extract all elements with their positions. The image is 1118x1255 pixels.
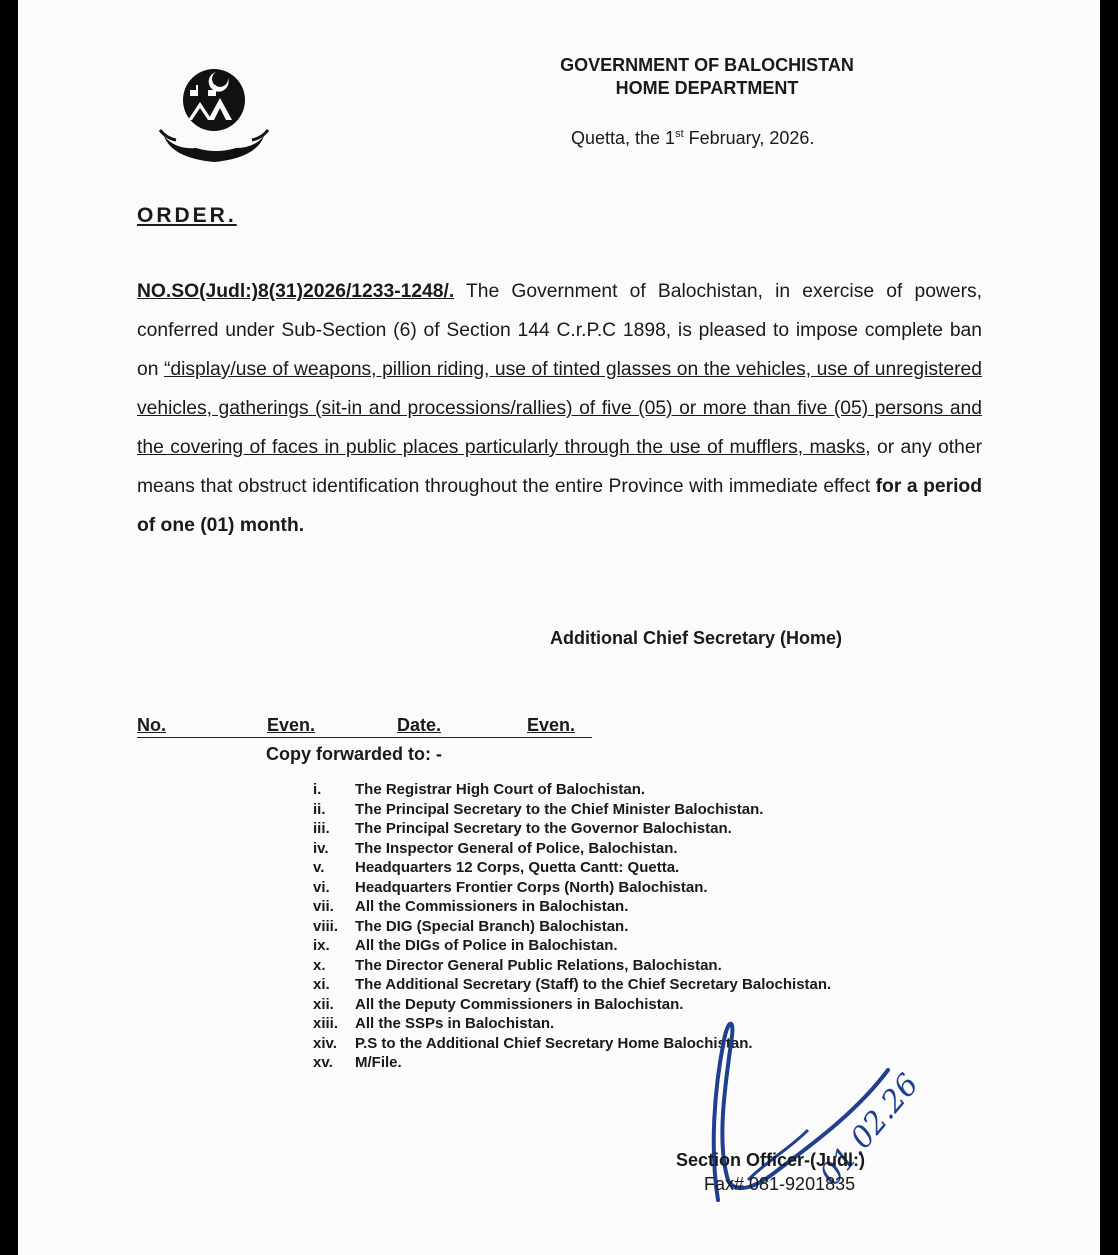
government-title: GOVERNMENT OF BALOCHISTAN <box>560 55 854 75</box>
recipient-text: The Director General Public Relations, Balochistan. <box>355 956 722 974</box>
recipient-number: viii. <box>313 917 339 935</box>
recipient-number: x. <box>313 956 326 974</box>
recipient-text: Headquarters 12 Corps, Quetta Cantt: Quetta. <box>355 859 680 876</box>
dateline <box>571 128 814 149</box>
ban-items-text: “display/use of weapons, pillion riding, use of tinted glasses on the vehicles, use of unregistered vehicles, gatherings (sit-in and processions/rallies) of five (05) or more than five (05) persons and the covering of faces in public places particularly through the use of mufflers, masks <box>137 359 982 458</box>
recipient-number: xi. <box>313 976 330 993</box>
recipient-text: M/File. <box>355 1054 402 1071</box>
document-page <box>18 0 1100 1255</box>
recipient-text: All the Commissioners in Balochistan. <box>355 898 629 915</box>
recipient-number: xiii. <box>313 1015 339 1032</box>
recipient-text: The Principal Secretary to the Governor Balochistan. <box>355 820 732 837</box>
recipient-text: All the SSPs in Balochistan. <box>355 1015 555 1032</box>
recipient-text: All the DIGs of Police in Balochistan. <box>355 937 618 954</box>
recipient-text: The Registrar High Court of Balochistan. <box>355 781 646 798</box>
recipient-item <box>313 975 831 995</box>
recipient-number: i. <box>313 781 322 798</box>
order-reference-number: NO.SO(Judl:)8(31)2026/1233-1248/. <box>137 281 455 302</box>
recipient-text: The Inspector General of Police, Balochistan. <box>355 839 678 857</box>
recipient-item <box>313 780 831 800</box>
recipient-number: iii. <box>313 820 330 837</box>
endorsement-even-1: Even. <box>267 715 316 735</box>
recipient-text: All the Deputy Commissioners in Balochistan. <box>355 995 684 1013</box>
recipient-item <box>313 917 831 937</box>
order-rest-text: , or any other means that obstruct identification throughout the entire Province with immediate effect <box>137 437 982 497</box>
handwritten-date: 01.02.26 <box>813 1067 926 1193</box>
recipient-item <box>313 956 831 976</box>
recipient-text: P.S to the Additional Chief Secretary Home Balochistan. <box>355 1034 753 1052</box>
signatory-title: Additional Chief Secretary (Home) <box>550 628 843 648</box>
recipient-item <box>313 858 831 878</box>
copy-forwarded-heading: Copy forwarded to: - <box>266 744 442 764</box>
recipient-number: vi. <box>313 878 330 896</box>
recipient-number: xiv. <box>313 1034 337 1052</box>
recipient-number: vii. <box>313 898 334 915</box>
recipient-item <box>313 819 831 839</box>
recipient-number: v. <box>313 859 325 876</box>
letterhead <box>18 54 1118 100</box>
recipient-item <box>313 936 831 956</box>
recipient-item <box>313 839 831 859</box>
recipient-item <box>313 897 831 917</box>
department-title: HOME DEPARTMENT <box>615 78 799 98</box>
order-body <box>137 272 982 545</box>
date-suffix: February, 2026. <box>683 128 815 148</box>
recipient-text: The Additional Secretary (Staff) to the Chief Secretary Balochistan. <box>355 976 832 993</box>
order-period-text: for a period of one (01) month. <box>137 476 982 536</box>
recipient-text: Headquarters Frontier Corps (North) Balochistan. <box>355 878 708 896</box>
recipient-number: xii. <box>313 995 334 1013</box>
fax-number: Fax# 081-9201835 <box>704 1174 856 1194</box>
recipient-text: The DIG (Special Branch) Balochistan. <box>355 917 629 935</box>
date-prefix: Quetta, the 1 <box>571 128 676 148</box>
endorsement-no: No. <box>137 715 166 735</box>
recipient-item <box>313 878 831 898</box>
recipient-number: xv. <box>313 1054 333 1071</box>
recipient-item <box>313 800 831 820</box>
date-ordinal: st <box>675 128 684 140</box>
endorsement-date: Date. <box>397 715 442 735</box>
recipient-text: The Principal Secretary to the Chief Minister Balochistan. <box>355 800 764 818</box>
section-officer: Section Officer-(Judl:) <box>676 1150 866 1170</box>
recipient-number: iv. <box>313 839 329 857</box>
order-heading: ORDER. <box>137 204 237 227</box>
order-intro-text: The Government of Balochistan, in exercise of powers, conferred under Sub-Section (6) of Section 144 C.r.P.C 1898, is pleased to impose complete ban on <box>137 281 982 380</box>
endorsement-number-row <box>137 715 592 738</box>
endorsement-even-2: Even. <box>527 715 576 735</box>
recipient-number: ix. <box>313 937 330 954</box>
recipient-number: ii. <box>313 800 326 818</box>
